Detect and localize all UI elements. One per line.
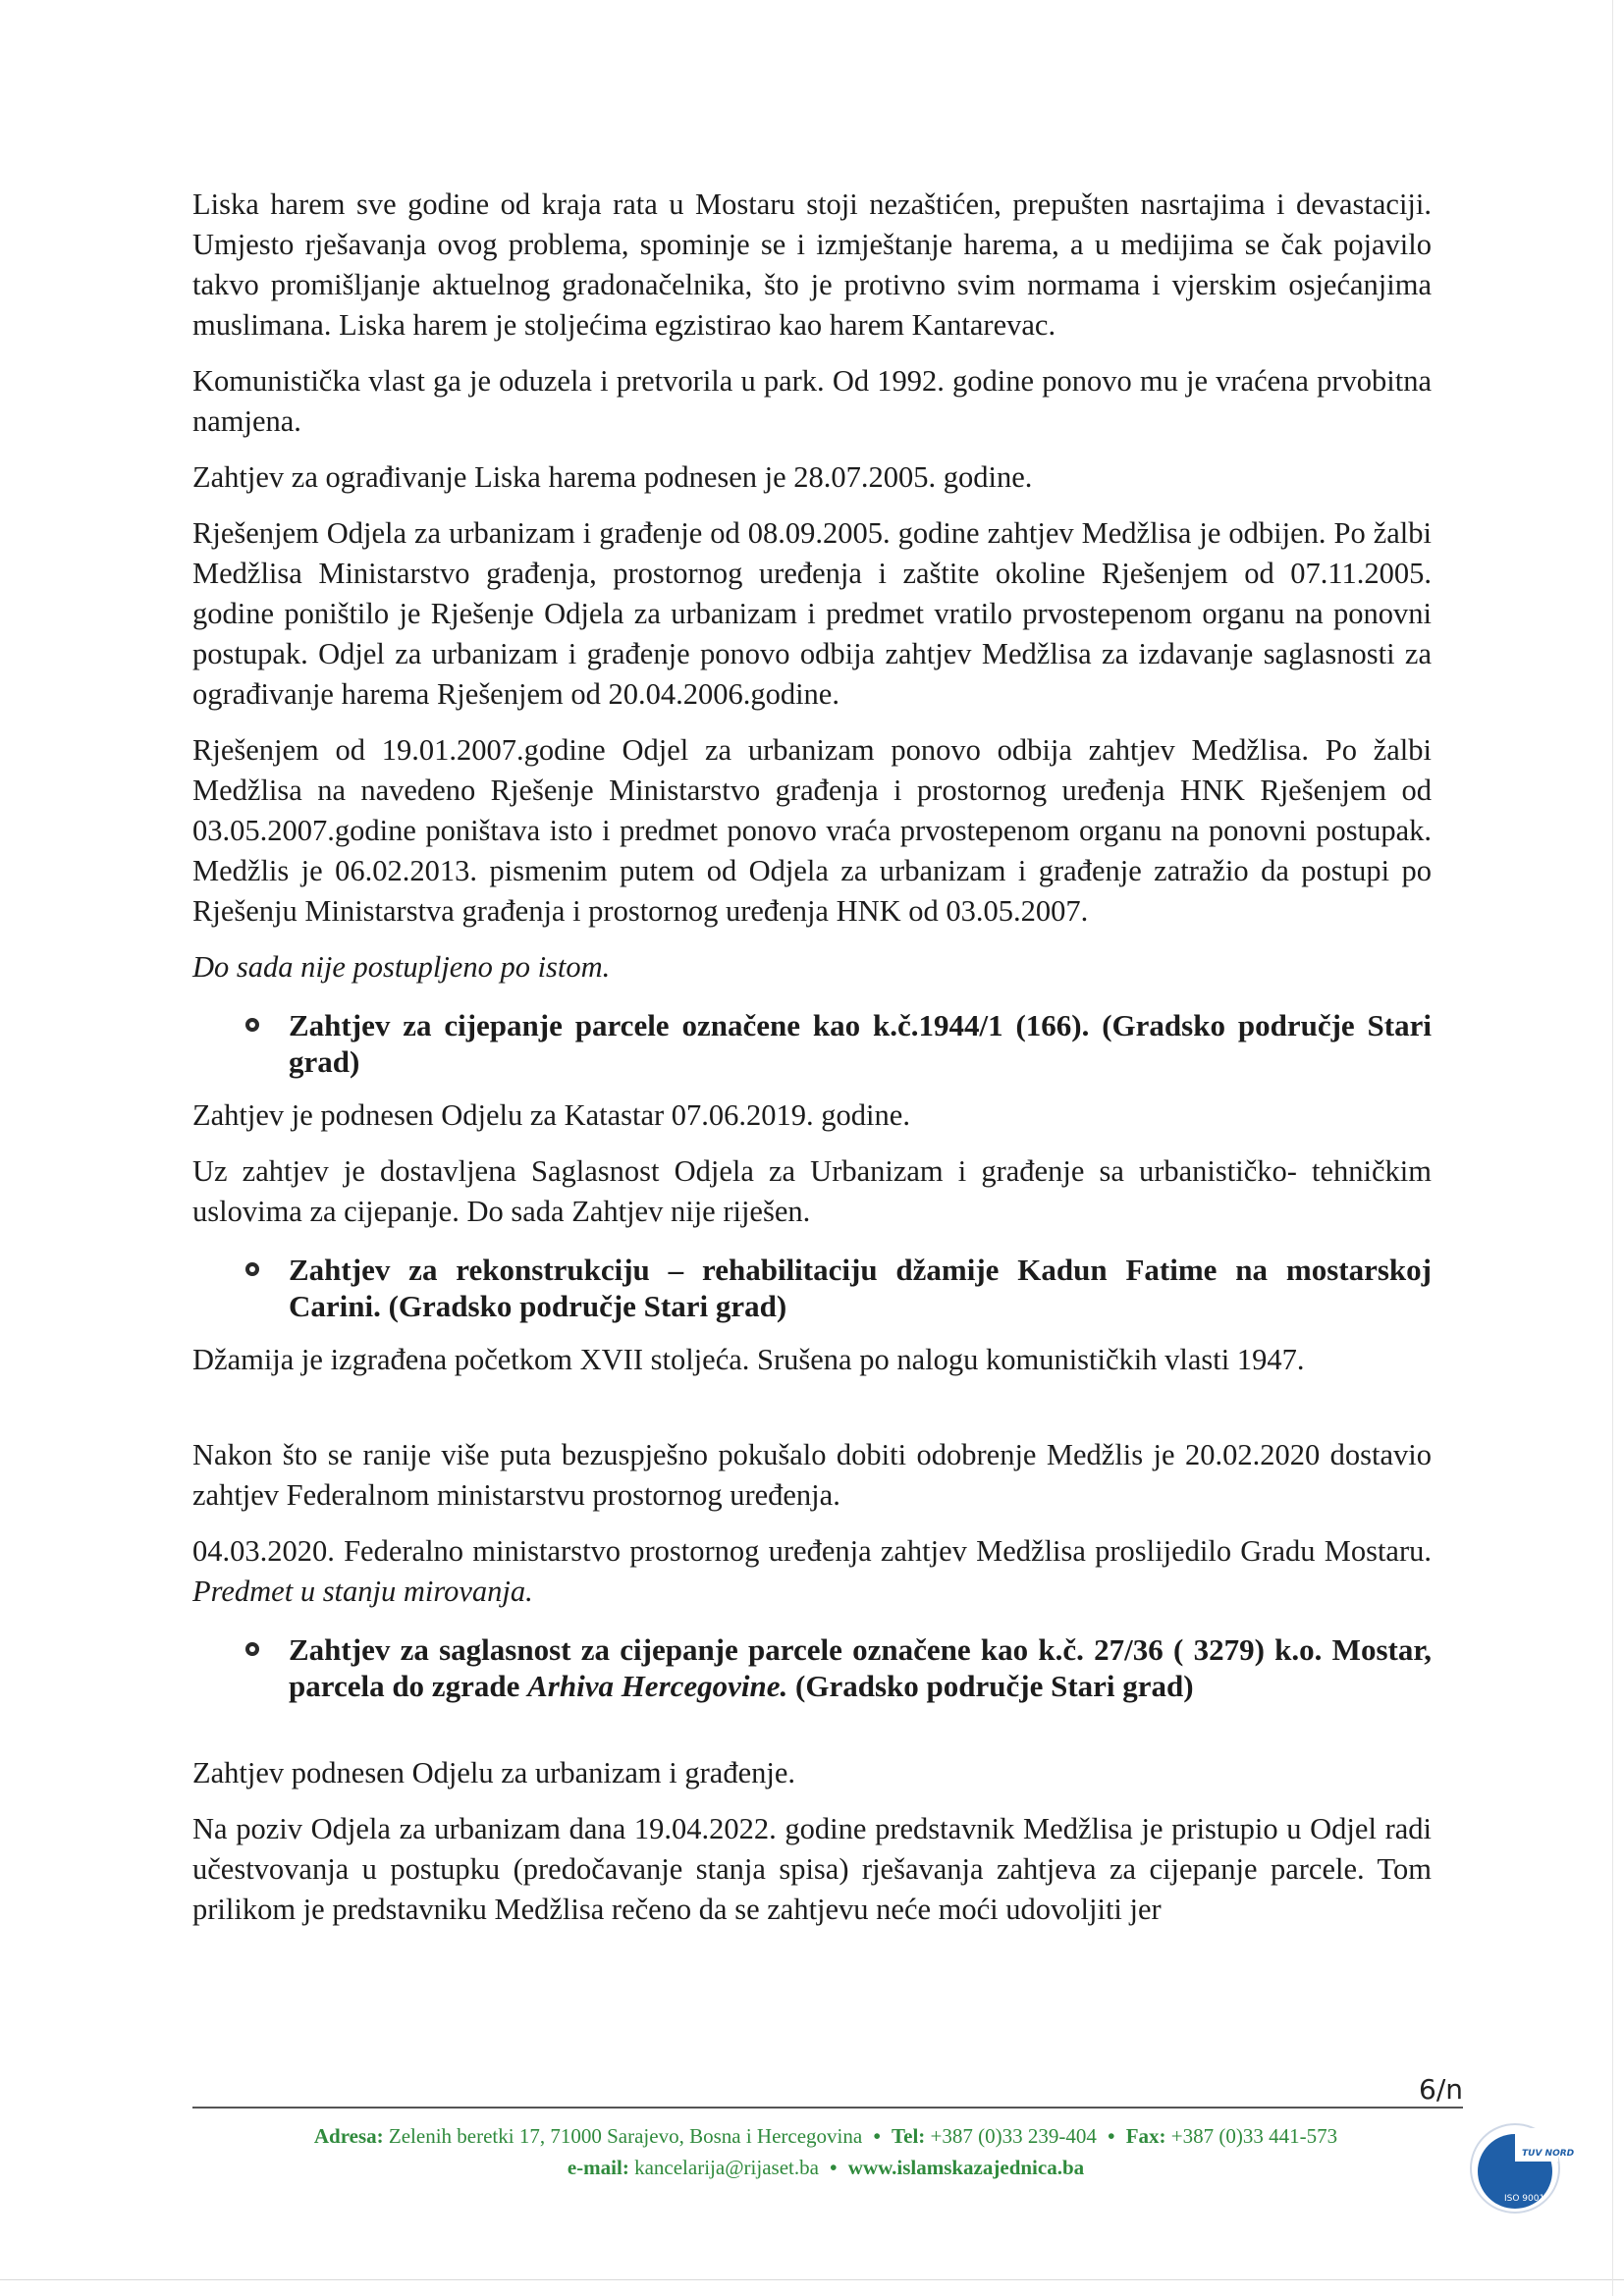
fax-text: +387 (0)33 441-573	[1170, 2124, 1338, 2148]
bullet-text-part: Zahtjev za saglasnost za cijepanje parcele označene kao k.č. 27/36 ( 3279) k.o. Mostar, parcela do zgrade	[289, 1632, 1432, 1703]
bullet-icon	[245, 1262, 259, 1276]
tuv-nord-logo-icon	[1469, 2122, 1575, 2215]
bullet-text	[289, 1632, 1432, 1703]
bullet-icon	[245, 1018, 259, 1032]
address-label: Adresa:	[313, 2124, 384, 2148]
logo-bottom-text: ISO 9001	[1504, 2194, 1545, 2204]
paragraph: Rješenjem Odjela za urbanizam i građenje od 08.09.2005. godine zahtjev Medžlisa je odbijen. Po žalbi Medžlisa Ministarstvo građenja, prostornog uređenja i zaštite okoline Rješenjem od 07.11.2005. godine poništilo je Rješenje Odjela za urbanizam i predmet vratilo prvostepenom organu na ponovni postupak. Odjel za urbanizam i građenje ponovo odbija zahtjev Medžlisa za izdavanje saglasnosti za ograđivanje harema Rješenjem od 20.04.2006.godine.	[192, 516, 1432, 711]
bullet-text: Zahtjev za rekonstrukciju – rehabilitaciju džamije Kadun Fatime na mostarskoj Carini. (Gradsko područje Stari grad)	[289, 1253, 1432, 1323]
footer-divider	[192, 2107, 1463, 2109]
paragraph-italic-text: Predmet u stanju mirovanja.	[192, 1575, 533, 1608]
paragraph: Džamija je izgrađena početkom XVII stoljeća. Srušena po nalogu komunističkih vlasti 1947.	[192, 1343, 1305, 1376]
address-text: Zelenih beretki 17, 71000 Sarajevo, Bosna i Hercegovina	[388, 2124, 863, 2148]
tel-label: Tel:	[892, 2124, 926, 2148]
paragraph-text: 04.03.2020. Federalno ministarstvo prostornog uređenja zahtjev Medžlisa proslijedilo Gradu Mostaru.	[192, 1534, 1432, 1568]
paragraph: Uz zahtjev je dostavljena Saglasnost Odjela za Urbanizam i građenje sa urbanističko- tehničkim uslovima za cijepanje. Do sada Zahtjev nije riješen.	[192, 1154, 1432, 1228]
bullet-icon	[245, 1642, 259, 1656]
separator: •	[873, 2124, 881, 2148]
paragraph: Liska harem sve godine od kraja rata u Mostaru stoji nezaštićen, prepušten nasrtajima i devastaciji. Umjesto rješavanja ovog problema, spominje se i izmještanje harema, a u medijima se čak pojavilo takvo promišljanje aktuelnog gradonačelnika, što je protivno svim normama i vjerskim osjećanjima muslimana. Liska harem je stoljećima egzistirao kao harem Kantarevac.	[192, 187, 1432, 342]
page-number: 6/n	[1419, 2073, 1463, 2106]
paragraph: Nakon što se ranije više puta bezuspješno pokušalo dobiti odobrenje Medžlis je 20.02.2020 dostavio zahtjev Federalnom ministarstvu prostornog uređenja.	[192, 1438, 1432, 1512]
page-bottom-edge	[0, 2279, 1624, 2280]
paragraph-italic: Do sada nije postupljeno po istom.	[192, 950, 611, 984]
bullet-text-tail: (Gradsko područje Stari grad)	[787, 1669, 1194, 1703]
certification-logo	[1469, 2122, 1575, 2215]
separator: •	[830, 2156, 838, 2179]
paragraph: Zahtjev podnesen Odjelu za urbanizam i građenje.	[192, 1756, 795, 1789]
bullet-item	[192, 1007, 1432, 1080]
paragraph: Zahtjev je podnesen Odjelu za Katastar 07.06.2019. godine.	[192, 1098, 910, 1132]
fax-label: Fax:	[1125, 2124, 1166, 2148]
document-body	[192, 185, 1432, 1946]
bullet-item	[192, 1252, 1432, 1324]
page-right-edge	[1612, 0, 1613, 2296]
email-link[interactable]: kancelarija@rijaset.ba	[634, 2156, 819, 2179]
paragraph: Rješenjem od 19.01.2007.godine Odjel za urbanizam ponovo odbija zahtjev Medžlisa. Po žalbi Medžlisa na navedeno Rješenje Ministarstvo građenja i prostornog uređenja HNK Rješenjem od 03.05.2007.godine poništava isto i predmet ponovo vraća prvostepenom organu na ponovni postupak. Medžlis je 06.02.2013. pismenim putem od Odjela za urbanizam i građenje zatražio da postupi po Rješenju Ministarstva građenja i prostornog uređenja HNK od 03.05.2007.	[192, 733, 1432, 928]
email-label: e-mail:	[567, 2156, 629, 2179]
bullet-text: Zahtjev za cijepanje parcele označene kao k.č.1944/1 (166). (Gradsko područje Stari grad)	[289, 1008, 1432, 1079]
paragraph: Komunistička vlast ga je oduzela i pretvorila u park. Od 1992. godine ponovo mu je vraćena prvobitna namjena.	[192, 364, 1432, 438]
footer	[192, 2120, 1459, 2183]
footer-line-1	[192, 2120, 1459, 2152]
bullet-text-italic: Arhiva Hercegovine.	[527, 1669, 788, 1703]
paragraph: Zahtjev za ograđivanje Liska harema podnesen je 28.07.2005. godine.	[192, 460, 1033, 494]
bullet-item	[192, 1631, 1432, 1704]
website-link[interactable]: www.islamskazajednica.ba	[847, 2156, 1085, 2179]
paragraph: Na poziv Odjela za urbanizam dana 19.04.2022. godine predstavnik Medžlisa je pristupio u Odjel radi učestvovanja u postupku (predočavanje stanja spisa) rješavanja zahtjeva za cijepanje parcele. Tom prilikom je predstavniku Medžlisa rečeno da se zahtjevu neće moći udovoljiti jer	[192, 1812, 1432, 1926]
logo-top-text: TUV NORD	[1522, 2149, 1575, 2159]
paragraph	[192, 1531, 1432, 1612]
separator: •	[1108, 2124, 1115, 2148]
tel-text: +387 (0)33 239-404	[930, 2124, 1097, 2148]
footer-line-2	[192, 2152, 1459, 2183]
